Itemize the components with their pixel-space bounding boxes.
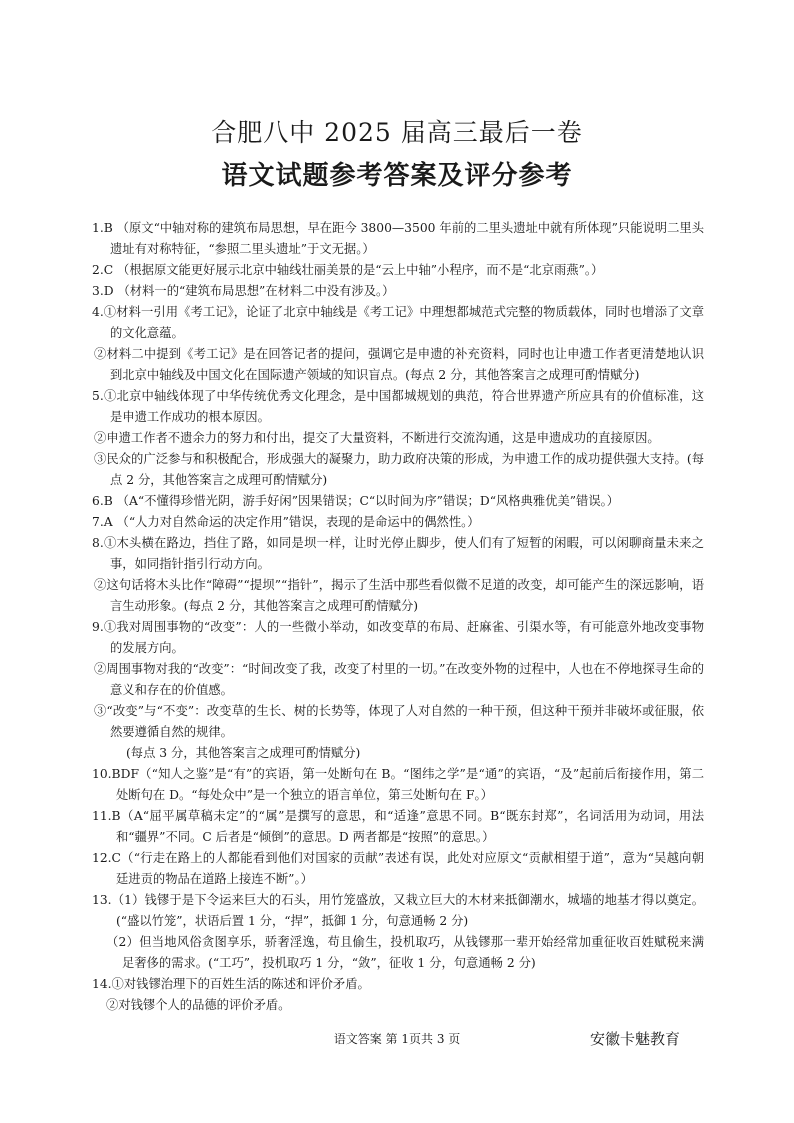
- answer-item: [92, 617, 704, 764]
- answer-item: [92, 491, 704, 512]
- document-title: 合肥八中 2025 届高三最后一卷: [211, 118, 583, 147]
- answer-text: 8.①木头横在路边，挡住了路，如同是坝一样，让时光停止脚步，使人们有了短暂的闲暇，可以闲聊商量未来之事，如同指针指引行动方向。: [92, 536, 704, 571]
- answer-item: [92, 806, 704, 848]
- answer-text: 13.（1）钱镠于是下令运来巨大的石头，用竹笼盛放，又栽立巨大的木材来抵御潮水，城墙的地基才得以奠定。(“盛以竹笼”，状语后置 1 分，“捍”，抵御 1 分，句意通畅 2 分): [92, 893, 704, 928]
- answer-text: 3.D （材料一的“建筑布局思想”在材料二中没有涉及。）: [92, 284, 395, 298]
- answer-item: [92, 764, 704, 806]
- publisher-brand: 安徽卡魅教育: [590, 1030, 681, 1048]
- answer-subpoint: ②申遗工作者不遗余力的努力和付出，提交了大量资料，不断进行交流沟通，这是申遗成功的直接原因。: [94, 431, 660, 445]
- answer-text: 4.①材料一引用《考工记》，论证了北京中轴线是《考工记》中理想都城范式完整的物质载体，同时也增添了文章的文化意蕴。: [92, 305, 704, 340]
- answer-item: [92, 890, 704, 974]
- answer-item: [92, 386, 704, 491]
- answer-subpoint: ②周围事物对我的“改变”：“时间改变了我，改变了村里的一切。”在改变外物的过程中，人也在不停地探寻生命的意义和存在的价值感。: [94, 662, 704, 697]
- answer-item: [92, 302, 704, 386]
- answer-subpoint: ③“改变”与“不变”：改变草的生长、树的长势等，体现了人对自然的一种干预，但这种干预并非破坏或征服，依然要遵循自然的规律。: [94, 704, 704, 739]
- answer-text: 7.A （“人力对自然命运的决定作用”错误，表现的是命运中的偶然性。）: [92, 515, 480, 529]
- answer-text: 6.B （A“不懂得珍惜光阴，游手好闲”因果错误；C“以时间为序”错误；D“风格典雅优美”错误。）: [92, 494, 620, 508]
- document-subtitle: 语文试题参考答案及评分参考: [221, 161, 573, 191]
- answer-list: [92, 218, 704, 1016]
- answer-text: 11.B（A“屈平属草稿未定”的“属”是撰写的意思，和“适逢”意思不同。B“既东封郑”，名词活用为动词，用法和“疆界”不同。C 后者是“倾倒”的意思。D 两者都是“按照”的意思。）: [92, 809, 704, 844]
- answer-text: 9.①我对周围事物的“改变”：人的一些微小举动，如改变草的布局、赶麻雀、引渠水等，有可能意外地改变事物的发展方向。: [92, 620, 704, 655]
- answer-subpoint: ③民众的广泛参与和积极配合，形成强大的凝聚力，助力政府决策的形成，为申遗工作的成功提供强大支持。(每点 2 分，其他答案言之成理可酌情赋分): [94, 452, 704, 487]
- answer-text: 2.C （根据原文能更好展示北京中轴线壮丽美景的是“云上中轴”小程序，而不是“北京雨燕”。）: [92, 263, 604, 277]
- answer-item: [92, 281, 704, 302]
- answer-item: [92, 848, 704, 890]
- answer-item: [92, 512, 704, 533]
- answer-text: 12.C（“行走在路上的人都能看到他们对国家的贡献”表述有误，此处对应原文“贡献相望于道”，意为“吴越向朝廷进贡的物品在道路上接连不断”。）: [92, 851, 704, 886]
- answer-item: [92, 260, 704, 281]
- answer-subpoint: （2）但当地风俗贪图享乐，骄奢淫逸，苟且偷生，投机取巧，从钱镠那一辈开始经常加重征收百姓赋税来满足奢侈的需求。(“工巧”，投机取巧 1 分，“敛”，征收 1 分，句意通畅 2 分): [106, 935, 704, 970]
- answer-item: [92, 218, 704, 260]
- answer-text: 10.BDF（“知人之鉴”是“有”的宾语，第一处断句在 B。“图纬之学”是“通”的宾语，“及”起前后衔接作用，第二处断句在 D。“每处众中”是一个独立的语言单位，第三处断句在 F。）: [92, 767, 704, 802]
- scoring-note: (每点 3 分，其他答案言之成理可酌情赋分): [126, 746, 361, 760]
- answer-text: 14.①对钱镠治理下的百姓生活的陈述和评价矛盾。: [92, 977, 370, 991]
- answer-subpoint: ②对钱镠个人的品德的评价矛盾。: [106, 998, 291, 1012]
- page-number: 语文答案 第 1页共 3 页: [333, 1032, 461, 1046]
- answer-text: 1.B （原文“中轴对称的建筑布局思想，早在距今 3800—3500 年前的二里头遗址中就有所体现”只能说明二里头遗址有对称特征，“参照二里头遗址”于文无据。）: [92, 221, 704, 256]
- answer-item: [92, 974, 704, 1016]
- answer-subpoint: ②这句话将木头比作“障碍”“提坝”“指针”，揭示了生活中那些看似微不足道的改变，却可能产生的深远影响，语言生动形象。(每点 2 分，其他答案言之成理可酌情赋分): [94, 578, 704, 613]
- answer-subpoint: ②材料二中提到《考工记》是在回答记者的提问，强调它是申遗的补充资料，同时也让申遗工作者更清楚地认识到北京中轴线及中国文化在国际遗产领域的知识盲点。(每点 2 分，其他答案言之成理可酌情赋分): [94, 347, 704, 382]
- answer-item: [92, 533, 704, 617]
- answer-text: 5.①北京中轴线体现了中华传统优秀文化理念，是中国都城规划的典范，符合世界遗产所应具有的价值标准，这是申遗工作成功的根本原因。: [92, 389, 704, 424]
